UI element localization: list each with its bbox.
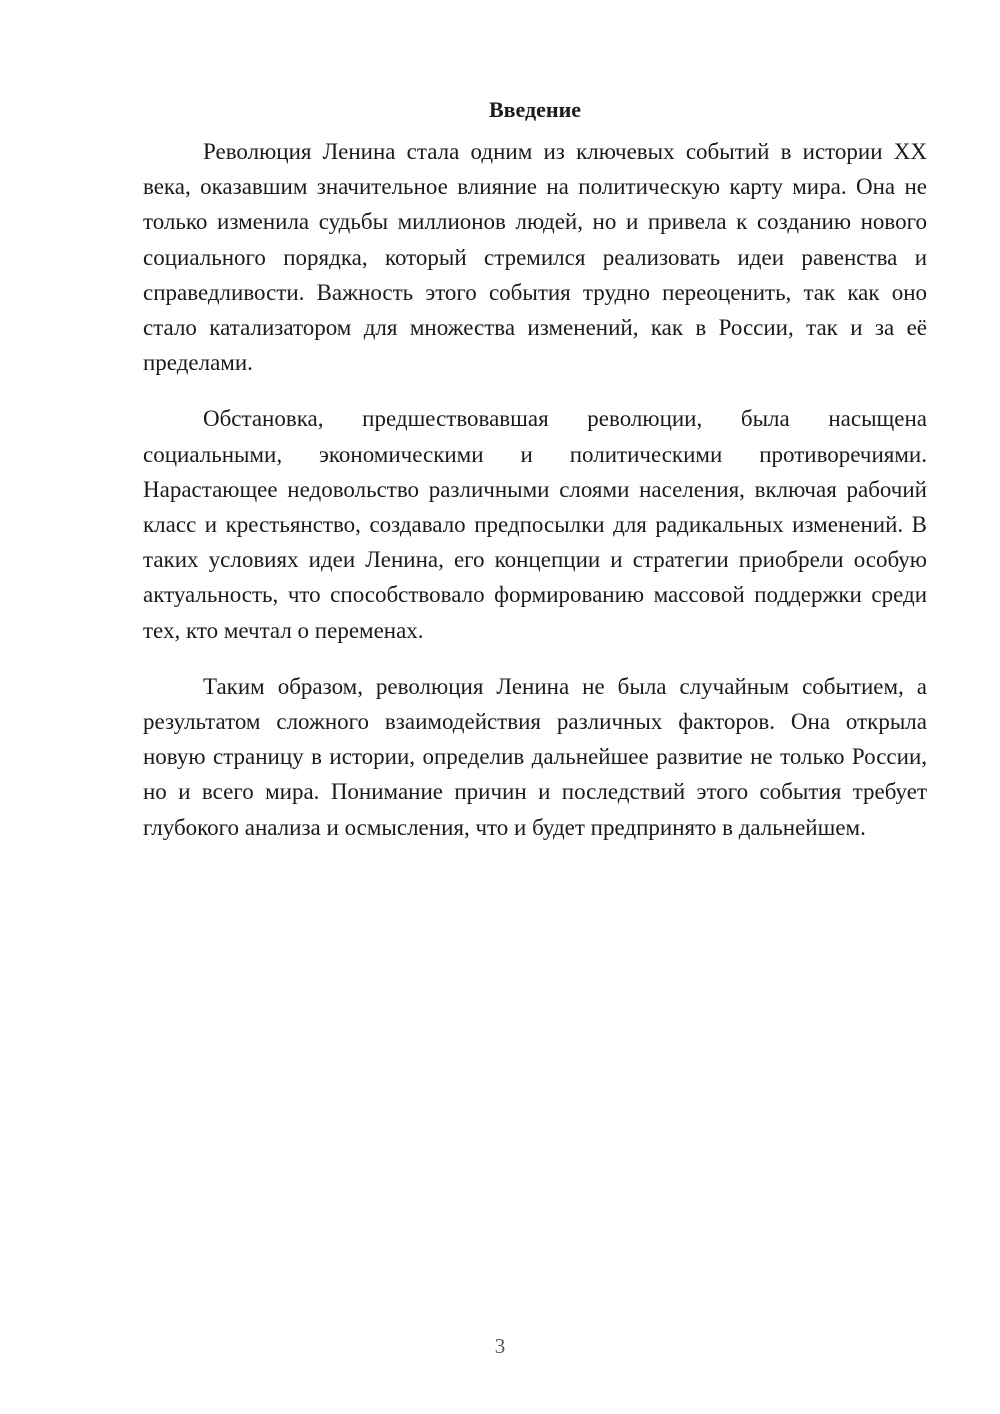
paragraph-3: Таким образом, революция Ленина не была случайным событием, а результатом сложного взаимодействия различных факторов. Она открыла новую страницу в истории, определив дальнейшее развитие не только России, но и всего мира. Понимание причин и последствий этого события требует глубокого анализа и осмысления, что и будет предпринято в дальнейшем. [143, 673, 927, 840]
paragraph-2: Обстановка, предшествовавшая революции, была насыщена социальными, экономическими и политическими противоречиями. Нарастающее недовольство различными слоями населения, включая рабочий класс и крестьянство, создавало предпосылки для радикальных изменений. В таких условиях идеи Ленина, его концепции и стратегии приобрели особую актуальность, что способствовало формированию массовой поддержки среди тех, кто мечтал о переменах. [143, 406, 927, 643]
page-content [143, 92, 927, 866]
section-title: Введение [488, 97, 582, 122]
page-number: 3 [494, 1334, 506, 1358]
paragraph-1: Революция Ленина стала одним из ключевых событий в истории XX века, оказавшим значительное влияние на политическую карту мира. Она не только изменила судьбы миллионов людей, но и привела к созданию нового социального порядка, который стремился реализовать идеи равенства и справедливости. Важность этого события трудно переоценить, так как оно стало катализатором для множества изменений, как в России, так и за её пределами. [143, 139, 927, 376]
